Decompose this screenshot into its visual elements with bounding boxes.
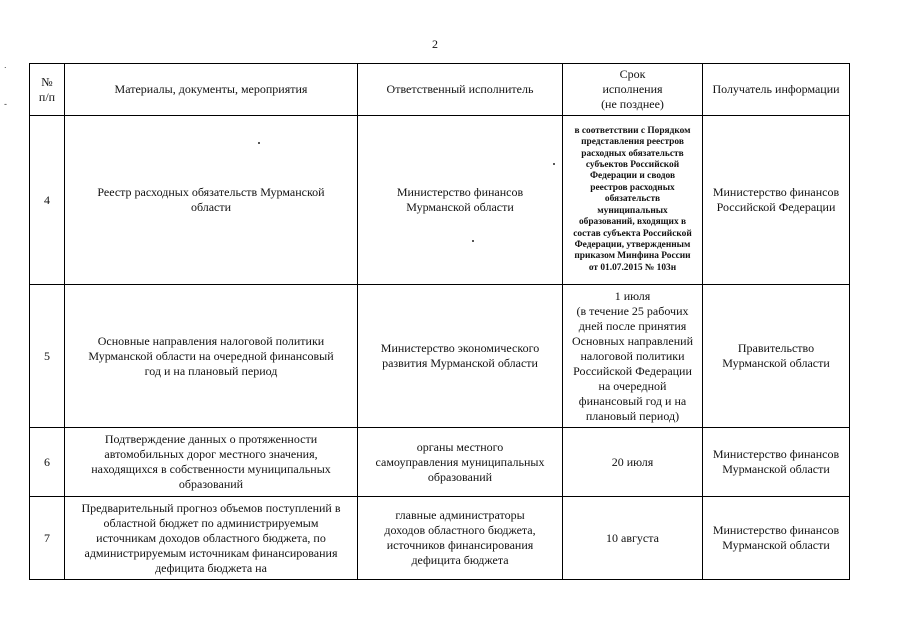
- scan-speck: [258, 142, 260, 144]
- row-deadline: 1 июля (в течение 25 рабочих дней после принятия Основных направлений налоговой политики Российской Федерации на очередной финансовый год и на плановый период): [563, 285, 703, 428]
- row-num: 5: [30, 285, 65, 428]
- margin-mark: -: [4, 99, 7, 109]
- row-materials: Подтверждение данных о протяженности автомобильных дорог местного значения, находящихся в собственности муниципальных образований: [65, 428, 358, 497]
- row-num: 6: [30, 428, 65, 497]
- page-number: 2: [432, 37, 438, 51]
- row-materials: Реестр расходных обязательств Мурманской области: [65, 116, 358, 285]
- row-materials: Основные направления налоговой политики Мурманской области на очередной финансовый год и на плановый период: [65, 285, 358, 428]
- row-materials: Предварительный прогноз объемов поступлений в областной бюджет по администрируемым источникам доходов областного бюджета, по администрируемым источникам финансирования дефицита бюджета на: [65, 497, 358, 580]
- row-recipient: Министерство финансов Российской Федерации: [703, 116, 850, 285]
- row-responsible: Министерство финансов Мурманской области: [358, 116, 563, 285]
- margin-mark-top: .: [4, 60, 7, 70]
- row-responsible: органы местного самоуправления муниципальных образований: [358, 428, 563, 497]
- header-responsible: Ответственный исполнитель: [358, 64, 563, 116]
- row-num: 4: [30, 116, 65, 285]
- header-num: № п/п: [30, 64, 65, 116]
- table-row: [30, 285, 850, 428]
- row-recipient: Министерство финансов Мурманской области: [703, 497, 850, 580]
- row-responsible: Министерство экономического развития Мурманской области: [358, 285, 563, 428]
- row-num: 7: [30, 497, 65, 580]
- row-responsible: главные администраторы доходов областного бюджета, источников финансирования дефицита бюджета: [358, 497, 563, 580]
- row-deadline: 10 августа: [563, 497, 703, 580]
- table-row: [30, 428, 850, 497]
- row-deadline: в соответствии с Порядком представления реестров расходных обязательств субъектов Российской Федерации и сводов реестров расходных обязательств муниципальных образований, входящих в состав субъекта Российской Федерации, утвержденным приказом Минфина России от 01.07.2015 № 103н: [563, 116, 703, 285]
- table-row: [30, 116, 850, 285]
- table-row: [30, 497, 850, 580]
- plan-table: [29, 63, 850, 580]
- table-header-row: [30, 64, 850, 116]
- row-recipient: Правительство Мурманской области: [703, 285, 850, 428]
- scan-speck: [472, 240, 474, 242]
- header-deadline: Срок исполнения (не позднее): [563, 64, 703, 116]
- header-recipient: Получатель информации: [703, 64, 850, 116]
- scan-speck: [553, 163, 555, 165]
- row-recipient: Министерство финансов Мурманской области: [703, 428, 850, 497]
- row-deadline: 20 июля: [563, 428, 703, 497]
- header-materials: Материалы, документы, мероприятия: [65, 64, 358, 116]
